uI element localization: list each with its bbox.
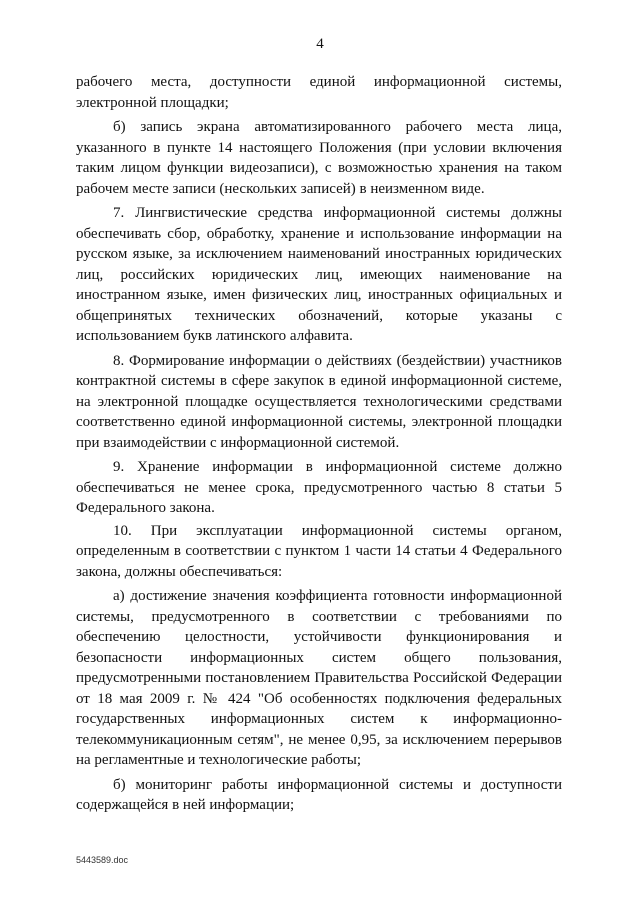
paragraph-item-9: 9. Хранение информации в информационной системе должно обеспечиваться не менее срока, предусмотренного частью 8 статьи 5 Федерального закона. [76,459,562,516]
page-number: 4 [316,36,324,52]
paragraph-subitem-b-monitoring: б) мониторинг работы информационной системы и доступности содержащейся в ней информации; [76,776,562,813]
paragraph-continuation: рабочего места, доступности единой информационной системы, электронной площадки; [76,74,562,111]
paragraph-item-7: 7. Лингвистические средства информационной системы должны обеспечивать сбор, обработку, хранение и использование информации на русском языке, за исключением наименований иностранных юридических лиц, российских юридических лиц, имеющих наименование на иностранном языке, имен физических лиц, иностранных официальных и общепринятых технических обозначений, которые указаны с использованием букв латинского алфавита. [76,205,562,344]
paragraph-subitem-a: а) достижение значения коэффициента готовности информационной системы, предусмотренного в соответствии с требованиями по обеспечению целостности, устойчивости функционирования и безопасности информационных систем общего пользования, предусмотренными постановлением Правительства Российской Федерации от 18 мая 2009 г. № 424 "Об особенностях подключения федеральных государственных информационных систем к информационно-телекоммуникационным сетям", не менее 0,95, за исключением перерывов на регламентные и технологические работы; [76,588,562,768]
paragraph-item-10: 10. При эксплуатации информационной системы органом, определенным в соответствии с пунктом 1 части 14 статьи 4 Федерального закона, должны обеспечиваться: [76,522,562,580]
paragraph-item-8: 8. Формирование информации о действиях (бездействии) участников контрактной системы в сфере закупок в единой информационной системе, на электронной площадке осуществляется технологическими средствами соответственно единой информационной системы, электронной площадки при взаимодействии с информационной системой. [76,352,562,451]
document-body [76,72,562,816]
paragraph-subitem-b: б) запись экрана автоматизированного рабочего места лица, указанного в пункте 14 настоящего Положения (при условии включения таким лицом функции видеозаписи), с возможностью хранения на таком рабочем месте записи (нескольких записей) в неизменном виде. [76,119,562,197]
file-name-footer: 5443589.doc [76,855,129,865]
